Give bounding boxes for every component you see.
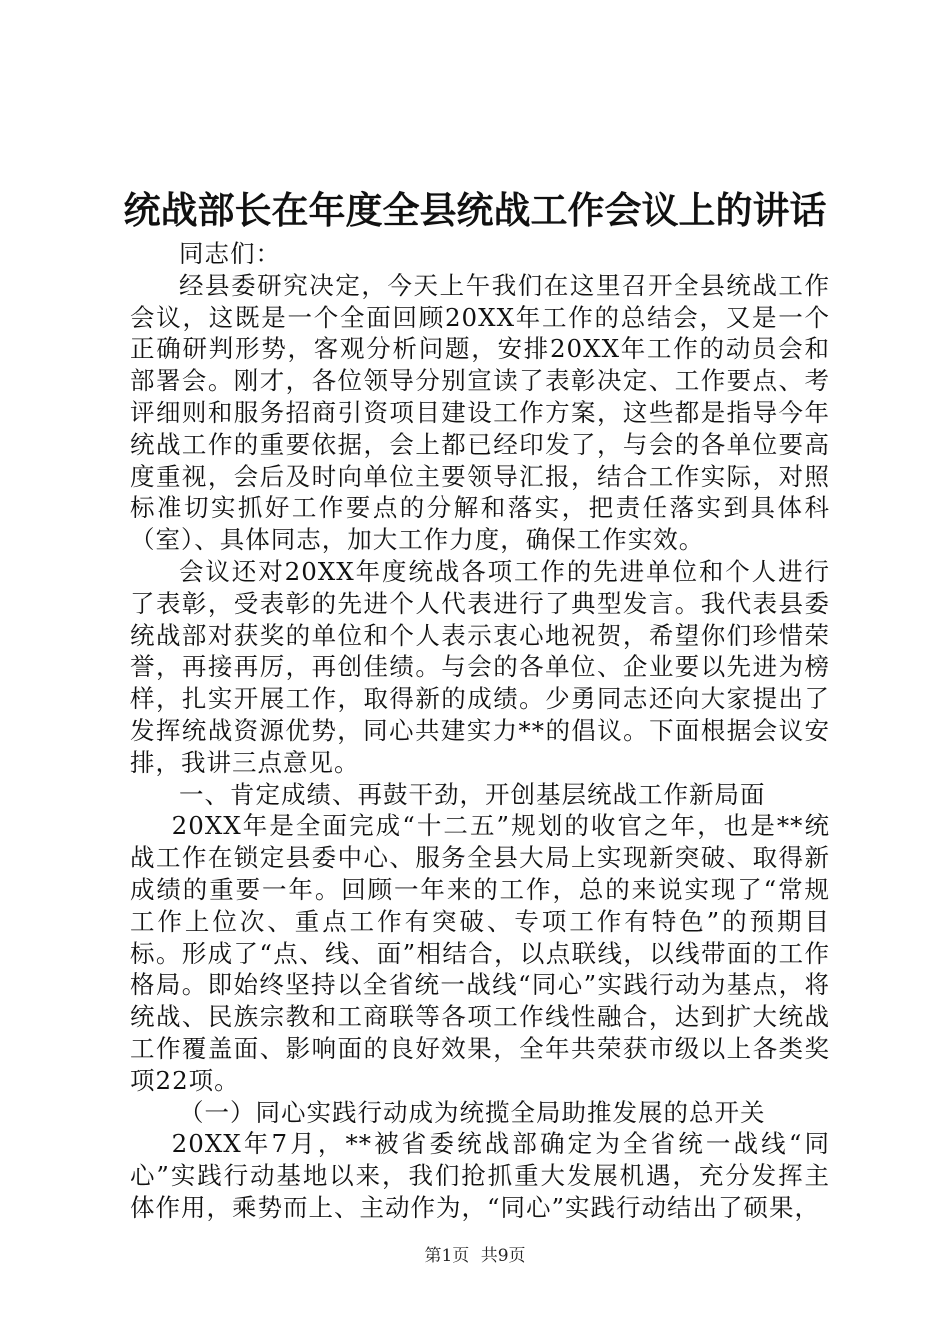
- page-total: 共9页: [480, 1246, 526, 1266]
- page-number: 第1页: [424, 1246, 470, 1266]
- page-footer: [0, 1244, 950, 1268]
- section-heading: 一、肯定成绩、再鼓干劲，开创基层统战工作新局面: [179, 779, 766, 809]
- paragraph: 20XX年7月，**被省委统战部确定为全省统一战线“同心”实践行动基地以来，我们抢抓重大发展机遇，充分发挥主体作用，乘势而上、主动作为，“同心”实践行动结出了硕果，: [130, 1129, 830, 1222]
- document-title: 统战部长在年度全县统战工作会议上的讲话: [123, 188, 827, 232]
- paragraph: 20XX年是全面完成“十二五”规划的收官之年，也是**统战工作在锁定县委中心、服务全县大局上实现新突破、取得新成绩的重要一年。回顾一年来的工作，总的来说实现了“常规工作上位次、重点工作有突破、专项工作有特色”的预期目标。形成了“点、线、面”相结合，以点联线，以线带面的工作格局。即始终坚持以全省统一战线“同心”实践行动为基点，将统战、民族宗教和工商联等各项工作线性融合，达到扩大统战工作覆盖面、影响面的良好效果，全年共荣获市级以上各类奖项22项。: [130, 811, 830, 1095]
- salutation: 同志们：: [179, 239, 281, 268]
- document-body: [130, 238, 830, 1224]
- paragraph: 经县委研究决定，今天上午我们在这里召开全县统战工作会议，这既是一个全面回顾20XX年工作的总结会，又是一个正确研判形势，客观分析问题，安排20XX年工作的动员会和部署会。刚才，各位领导分别宣读了表彰决定、工作要点、考评细则和服务招商引资项目建设工作方案，这些都是指导今年统战工作的重要依据，会上都已经印发了，与会的各单位要高度重视，会后及时向单位主要领导汇报，结合工作实际，对照标准切实抓好工作要点的分解和落实，把责任落实到具体科（室）、具体同志，加大工作力度，确保工作实效。: [130, 270, 830, 555]
- paragraph: 会议还对20XX年度统战各项工作的先进单位和个人进行了表彰，受表彰的先进个人代表进行了典型发言。我代表县委统战部对获奖的单位和个人表示衷心地祝贺，希望你们珍惜荣誉，再接再厉，再创佳绩。与会的各单位、企业要以先进为榜样，扎实开展工作，取得新的成绩。少勇同志还向大家提出了发挥统战资源优势，同心共建实力**的倡议。下面根据会议安排，我讲三点意见。: [130, 556, 830, 777]
- subsection-heading: （一）同心实践行动成为统揽全局助推发展的总开关: [179, 1097, 766, 1127]
